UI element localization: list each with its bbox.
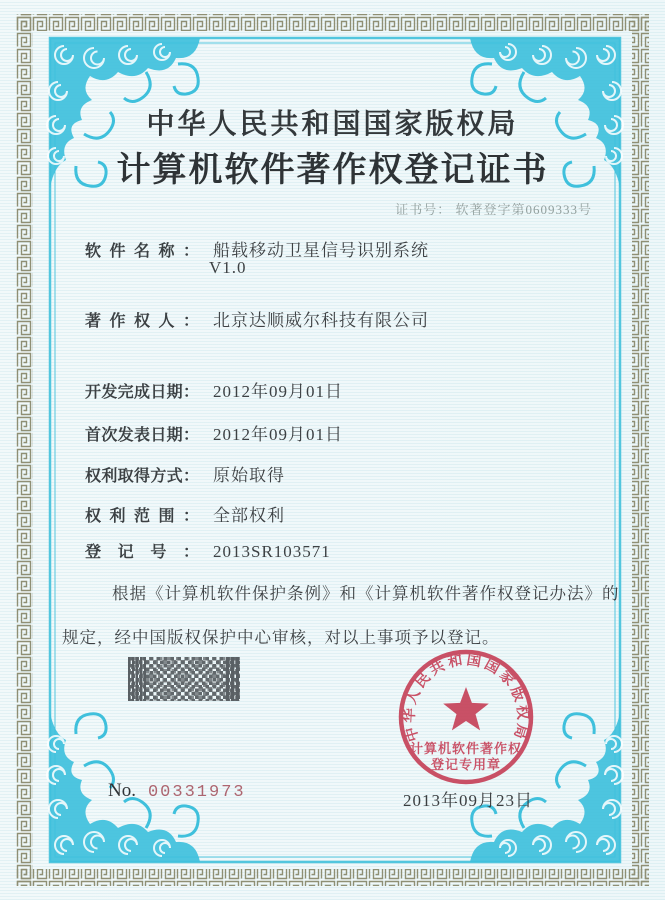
field-value: 2012年09月01日 [213,382,343,401]
serial-number-line [108,780,246,802]
issue-date: 2013年09月23日 [403,791,533,810]
field-value: 2012年09月01日 [213,425,343,444]
seal-star-icon [443,687,489,730]
field-label: 著作权人： [85,313,199,330]
field-value: 船载移动卫星信号识别系统 [213,241,429,260]
field-row-copyright-owner [85,306,429,331]
seal-inner-line-1: 计算机软件著作权 [409,741,523,756]
issuing-authority-title: 中华人民共和国国家版权局 [146,109,519,140]
field-value: 原始取得 [213,466,285,485]
field-row-first-publication-date [85,420,343,445]
field-label: 登记号： [85,544,199,561]
software-version: V1.0 [209,258,247,277]
field-row-software-name [85,236,429,261]
field-label: 权利取得方式： [85,468,199,485]
serial-number-value: 00331973 [147,783,246,802]
field-label: 权利范围： [85,508,199,525]
seal-ring-text: 中华人民共和国国家版权局 [401,652,531,744]
certificate-number-label: 证书号： [395,202,452,217]
field-value: 全部权利 [213,506,285,525]
official-red-seal [392,643,540,791]
field-row-rights-acquisition [85,461,285,486]
field-value: 北京达顺威尔科技有限公司 [213,311,429,330]
field-label: 开发完成日期： [85,384,199,401]
certificate-number-value: 软著登字第0609333号 [455,202,592,217]
serial-number-label: No. [108,780,136,801]
certificate-title: 计算机软件著作权登记证书 [116,152,549,189]
certificate-number-line [395,199,592,218]
field-label: 软件名称： [85,243,199,260]
statement-line-1: 根据《计算机软件保护条例》和《计算机软件著作权登记办法》的 [112,584,620,603]
field-row-registration-number [85,539,331,562]
barcode-2d [128,657,240,701]
field-value: 2013SR103571 [213,542,331,561]
field-label: 首次发表日期： [85,427,199,444]
field-row-rights-scope [85,501,285,526]
field-row-completion-date [85,377,343,402]
seal-inner-line-2: 登记专用章 [430,757,502,772]
statement-line-2: 规定，经中国版权保护中心审核，对以上事项予以登记。 [62,628,500,647]
